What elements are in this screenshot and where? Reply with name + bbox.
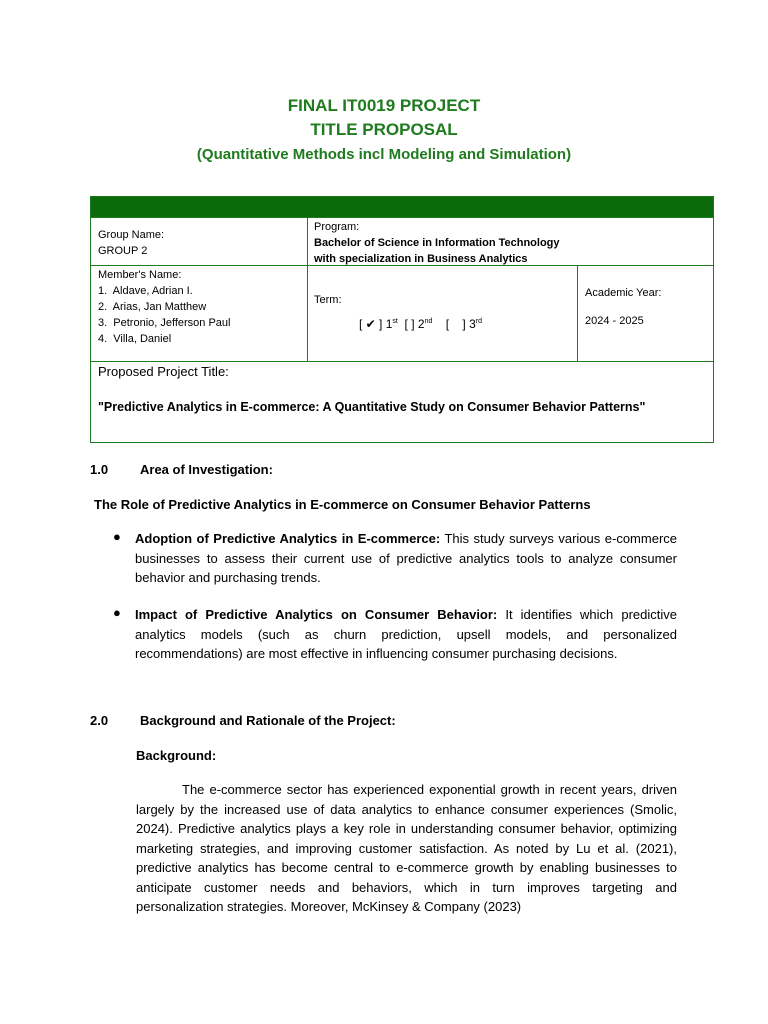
program-cell (314, 219, 560, 267)
bullet-icon: ● (113, 529, 121, 544)
term-options: [ ✔ ] 1st [ ] 2nd [ ] 3rd (359, 317, 483, 331)
document-header (0, 94, 768, 167)
column-divider (577, 265, 578, 362)
proposed-title-label: Proposed Project Title: (98, 364, 229, 379)
term-2nd-checkbox[interactable]: [ ] (404, 317, 415, 331)
row-divider (91, 361, 713, 362)
member-item: 3. Petronio, Jefferson Paul (98, 317, 231, 329)
bullet-item-1: Adoption of Predictive Analytics in E-commerce: This study surveys various e-commerce businesses to assess their current use of predictive analytics tools to analyze consumer behavior and purchasing trends. (135, 531, 678, 585)
members-label: Member's Name: (98, 269, 182, 281)
program-line-1: Bachelor of Science in Information Technology (314, 237, 560, 249)
bullet-item-2: Impact of Predictive Analytics on Consumer Behavior: It identifies which predictive analytics models (such as churn prediction, upsell models, and personalized recommendations) are most effective in influencing consumer purchasing decisions. (135, 607, 677, 661)
bullet-icon: ● (113, 605, 121, 620)
section-1-subtitle: The Role of Predictive Analytics in E-commerce on Consumer Behavior Patterns (94, 497, 591, 512)
members-cell (98, 267, 231, 347)
member-item: 4. Villa, Daniel (98, 333, 172, 345)
member-item: 2. Arias, Jan Matthew (98, 301, 207, 313)
section-1-title: Area of Investigation: (140, 462, 273, 477)
group-name-label: Group Name: (98, 229, 165, 241)
row-divider (91, 217, 713, 218)
column-divider (307, 217, 308, 362)
group-name-cell (98, 227, 164, 259)
section-2-number: 2.0 (90, 713, 109, 728)
group-name-value: GROUP 2 (98, 245, 148, 257)
background-paragraph: The e-commerce sector has experienced exponential growth in recent years, driven largely by the increased use of data analytics to enhance consumer experiences (Smolic, 2024). Predictive analytics plays a key role in understanding consumer behavior, optimizing marketing strategies, and improving customer satisfaction. As noted by Lu et al. (2021), predictive analytics has become central to e-commerce growth by enabling businesses to anticipate customer needs and behaviors, which in turn improves targeting and personalization strategies. Moreover, McKinsey & Company (2023) (136, 782, 677, 914)
section-1-number: 1.0 (90, 462, 109, 477)
term-label: Term: (314, 294, 342, 306)
academic-year-value: 2024 - 2025 (585, 315, 644, 327)
proposed-title-value: "Predictive Analytics in E-commerce: A Quantitative Study on Consumer Behavior Patterns" (98, 400, 646, 414)
program-label: Program: (314, 221, 360, 233)
proposal-form-table (90, 196, 714, 443)
background-heading: Background: (136, 748, 217, 763)
table-header-bar (91, 197, 713, 217)
header-line-3: (Quantitative Methods incl Modeling and Simulation) (196, 146, 572, 163)
academic-year-label: Academic Year: (585, 287, 662, 299)
program-line-2: with specialization in Business Analytics (314, 253, 528, 265)
section-2-title: Background and Rationale of the Project: (140, 713, 396, 728)
member-item: 1. Aldave, Adrian I. (98, 285, 193, 297)
term-3rd-checkbox[interactable]: [ ] (445, 317, 466, 331)
term-1st-checkbox[interactable]: [ ✔ ] (359, 317, 383, 331)
header-line-2: TITLE PROPOSAL (310, 120, 458, 139)
header-line-1: FINAL IT0019 PROJECT (287, 96, 481, 115)
